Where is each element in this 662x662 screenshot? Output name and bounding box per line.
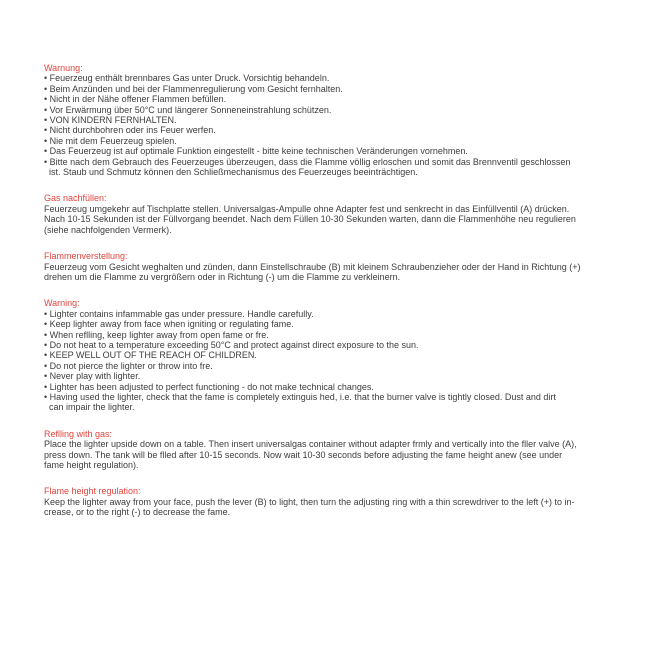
text-line: • Never play with lighter.	[44, 371, 141, 382]
instruction-document	[44, 63, 644, 534]
text-line: • Nie mit dem Feuerzeug spielen.	[44, 135, 177, 146]
text-line: • Lighter has been adjusted to perfect functioning - do not make technical changes.	[44, 381, 374, 392]
text-line: Feuerzeug umgekehr auf Tischplatte stellen. Universalgas-Ampulle ohne Adapter fest und senkrecht in das Einfüllventil (A) drücken.	[44, 203, 570, 214]
text-line: • Nicht in der Nähe offener Flammen befüllen.	[44, 94, 227, 105]
text-line: • When reflling, keep lighter away from open fame or fre.	[44, 329, 269, 340]
section-heading-flammenverstellung-de: Flammenverstellung:	[44, 251, 128, 262]
text-line: • Feuerzeug enthält brennbares Gas unter Druck. Vorsichtig behandeln.	[44, 73, 330, 84]
section-heading-warning-en: Warning:	[44, 298, 80, 309]
text-line: Nach 10-15 Sekunden ist der Füllvorgang beendet. Nach dem Füllen 10-30 Sekunden warten, dann die Flammenhöhe neu regulieren	[44, 214, 576, 225]
text-line: • Beim Anzünden und bei der Flammenregulierung vom Gesicht fernhalten.	[44, 83, 343, 94]
section-warnung-de	[44, 63, 644, 177]
text-line: • Do not pierce the lighter or throw into fre.	[44, 360, 213, 371]
text-line: press down. The tank will be flled after 10-15 seconds. Now wait 10-30 seconds before adjusting the fame height anew (see under	[44, 449, 563, 460]
text-line: can impair the lighter.	[44, 402, 135, 413]
text-line: Feuerzeug vom Gesicht weghalten und zünden, dann Einstellschraube (B) mit kleinem Schraubenzieher oder der Hand in Richtung (+)	[44, 261, 581, 272]
section-heading-flame-height-regulation-en: Flame height regulation:	[44, 486, 141, 497]
text-line: • Having used the lighter, check that the fame is completely extinguis hed, i.e. that the burner valve is tightly closed. Dust and dirt	[44, 391, 556, 402]
text-line: • Do not heat to a temperature exceeding 50°C and protect against direct exposure to the sun.	[44, 339, 419, 350]
text-line: drehen um die Flamme zu vergrößern oder in Richtung (-) um die Flamme zu verkleinern.	[44, 271, 401, 282]
text-line: • Das Feuerzeug ist auf optimale Funktion eingestellt - bitte keine technischen Veränderungen vornehmen.	[44, 146, 468, 157]
text-line: • Nicht durchbohren oder ins Feuer werfen.	[44, 125, 216, 136]
text-line: (siehe nachfolgenden Vermerk).	[44, 224, 172, 235]
text-line: • KEEP WELL OUT OF THE REACH OF CHILDREN.	[44, 350, 257, 361]
section-heading-refilling-with-gas-en: Reflling with gas:	[44, 428, 113, 439]
text-line: • Vor Erwärmung über 50°C und längerer Sonneneinstrahlung schützen.	[44, 104, 332, 115]
text-line: crease, or to the right (-) to decrease the fame.	[44, 507, 231, 518]
text-line: Keep the lighter away from your face, push the lever (B) to light, then turn the adjusting ring with a thin screwdriver to the left (+) to in-	[44, 496, 575, 507]
text-line: Place the lighter upside down on a table. Then insert universalgas container without adapter frmly and vertically into the fller valve (A),	[44, 439, 577, 450]
section-warning-en	[44, 298, 644, 412]
section-flame-height-regulation-en	[44, 486, 644, 517]
section-heading-warnung-de: Warnung:	[44, 63, 83, 73]
section-flammenverstellung-de	[44, 251, 644, 282]
section-refilling-with-gas-en	[44, 429, 644, 471]
text-line: • Lighter contains infammable gas under pressure. Handle carefully.	[44, 308, 314, 319]
section-heading-gas-nachfuellen-de: Gas nachfüllen:	[44, 193, 107, 204]
text-line: • Keep lighter away from face when igniting or regulating fame.	[44, 319, 294, 330]
section-gas-nachfuellen-de	[44, 193, 644, 235]
text-line: ist. Staub und Schmutz können den Schließmechanismus des Feuerzeuges beeinträchtigen.	[44, 167, 418, 178]
text-line: • VON KINDERN FERNHALTEN.	[44, 115, 177, 126]
text-line: fame height regulation).	[44, 460, 139, 470]
text-line: • Bitte nach dem Gebrauch des Feuerzeuges überzeugen, dass die Flamme völlig erloschen und somit das Brennventil geschlossen	[44, 156, 571, 167]
